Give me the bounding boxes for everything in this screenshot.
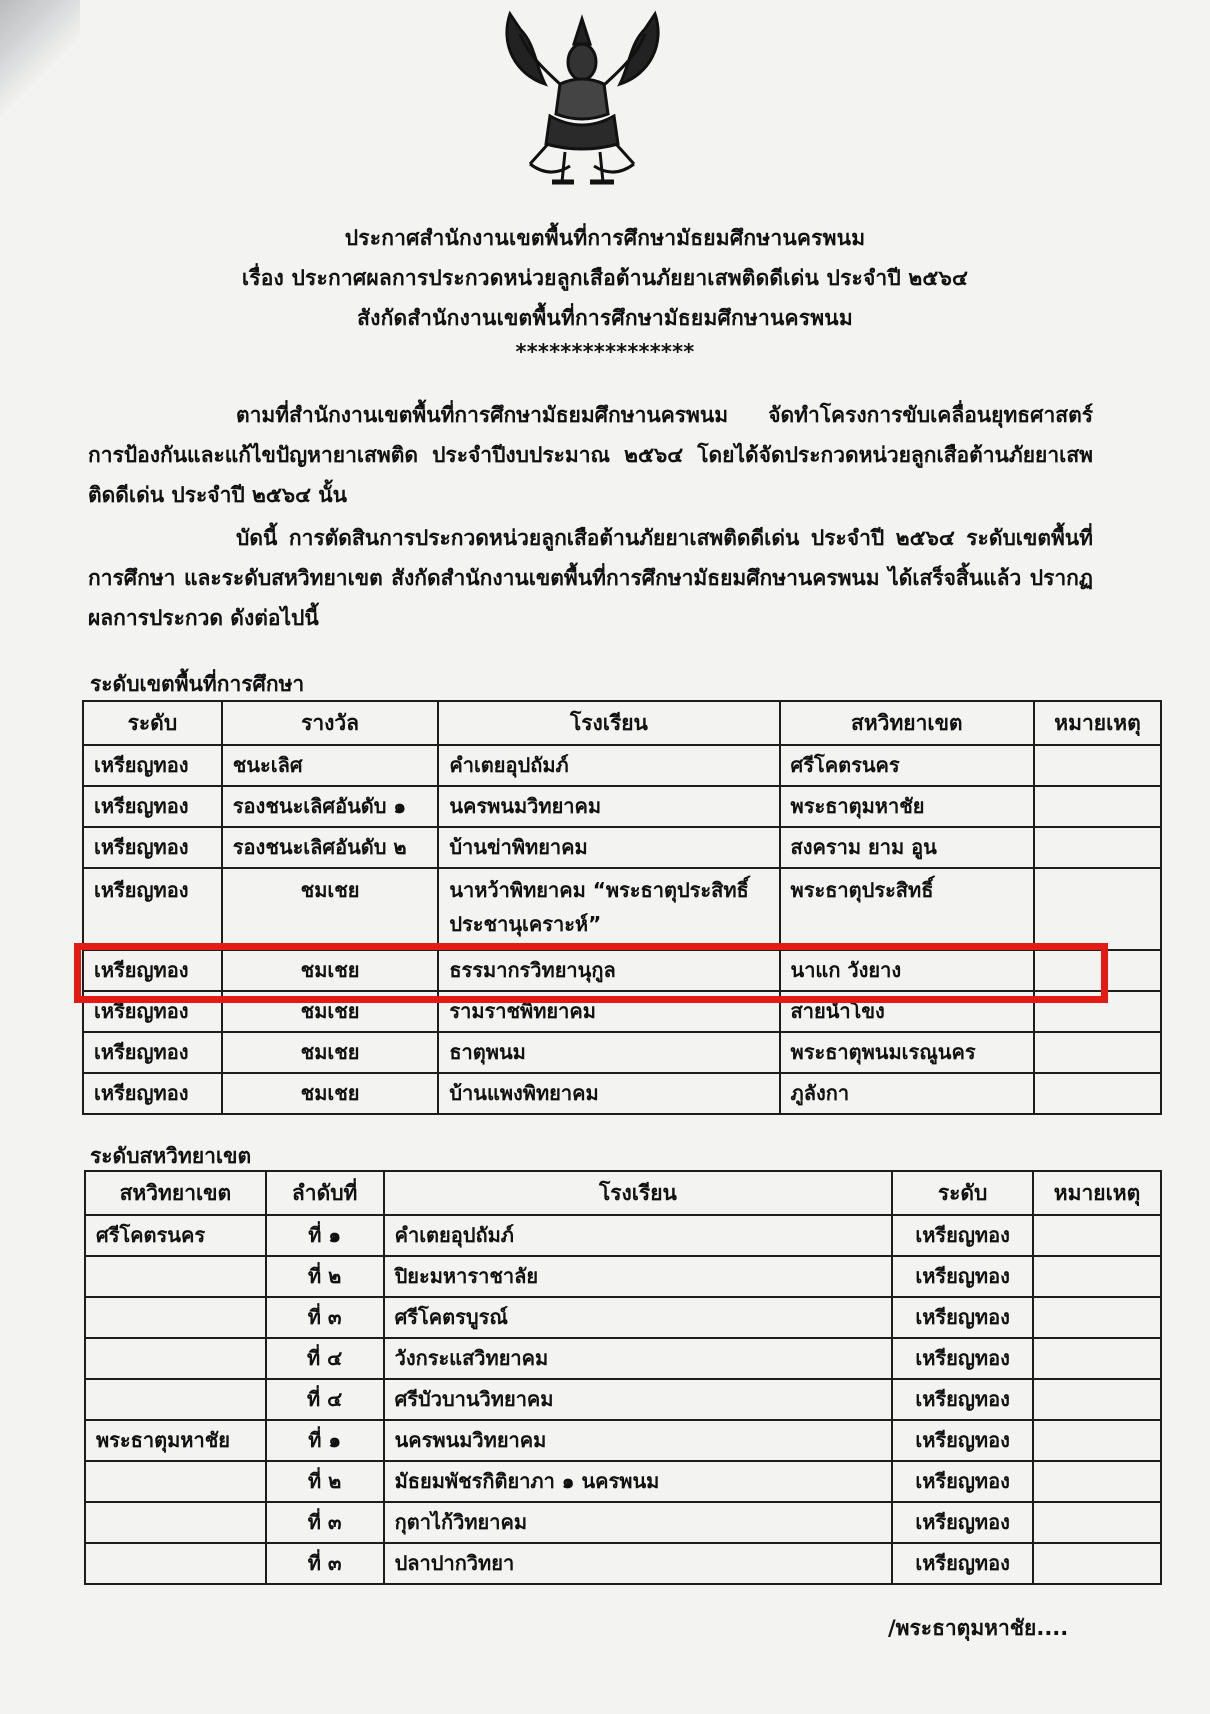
cell-award: รองชนะเลิศอันดับ ๑ — [222, 786, 439, 827]
table-row — [85, 1420, 1161, 1461]
header-rank: ลำดับที่ — [266, 1171, 384, 1215]
section-title-district: ระดับเขตพื้นที่การศึกษา — [90, 672, 305, 696]
cell-school: ธรรมากรวิทยานุกูล — [438, 950, 779, 991]
table-row — [83, 827, 1161, 868]
cell-rank: ที่ ๓ — [266, 1543, 384, 1584]
cell-level: เหรียญทอง — [892, 1338, 1033, 1379]
cell-level: เหรียญทอง — [83, 827, 222, 868]
cell-rank: ที่ ๑ — [266, 1420, 384, 1461]
cell-district: พระธาตุประสิทธิ์ — [780, 868, 1035, 950]
cell-cluster — [85, 1338, 266, 1379]
cell-cluster — [85, 1502, 266, 1543]
cell-level: เหรียญทอง — [83, 868, 222, 950]
table-row — [83, 1073, 1161, 1114]
cell-school: ธาตุพนม — [438, 1032, 779, 1073]
cell-district: สงคราม ยาม อูน — [780, 827, 1035, 868]
table-header-row — [85, 1171, 1161, 1215]
cell-level: เหรียญทอง — [892, 1420, 1033, 1461]
cell-note — [1033, 1256, 1161, 1297]
cell-rank: ที่ ๓ — [266, 1502, 384, 1543]
page-corner-shadow — [0, 0, 80, 120]
header-award: รางวัล — [222, 701, 439, 745]
cell-school: คำเตยอุปถัมภ์ — [438, 745, 779, 786]
announcement-subject: เรื่อง ประกาศผลการประกวดหน่วยลูกเสือต้านภัยยาเสพติดดีเด่น ประจำปี ๒๕๖๔ — [241, 266, 969, 290]
cell-level: เหรียญทอง — [83, 1032, 222, 1073]
cell-school: ปิยะมหาราชาลัย — [384, 1256, 893, 1297]
cell-note — [1033, 1338, 1161, 1379]
cell-note — [1034, 745, 1161, 786]
header-level: ระดับ — [83, 701, 222, 745]
cell-school: นครพนมวิทยาคม — [384, 1420, 893, 1461]
cell-level: เหรียญทอง — [892, 1379, 1033, 1420]
table-row — [83, 1032, 1161, 1073]
cell-level: เหรียญทอง — [83, 786, 222, 827]
cell-note — [1033, 1420, 1161, 1461]
header-note: หมายเหตุ — [1034, 701, 1161, 745]
cell-school: บ้านข่าพิทยาคม — [438, 827, 779, 868]
header-school: โรงเรียน — [384, 1171, 893, 1215]
cell-school: ศรีโคตรบูรณ์ — [384, 1297, 893, 1338]
header-level: ระดับ — [892, 1171, 1033, 1215]
separator-stars: **************** — [515, 340, 695, 364]
continued-note: /พระธาตุมหาชัย.... — [888, 1616, 1069, 1640]
cell-level: เหรียญทอง — [892, 1461, 1033, 1502]
table-row — [85, 1379, 1161, 1420]
section-title-cluster: ระดับสหวิทยาเขต — [90, 1144, 252, 1168]
cell-cluster — [85, 1297, 266, 1338]
header-note: หมายเหตุ — [1033, 1171, 1161, 1215]
cell-school: วังกระแสวิทยาคม — [384, 1338, 893, 1379]
cell-rank: ที่ ๔ — [266, 1379, 384, 1420]
cell-award: ชมเชย — [222, 950, 439, 991]
table-row — [85, 1297, 1161, 1338]
table-row — [83, 745, 1161, 786]
table-row — [85, 1256, 1161, 1297]
table-row — [85, 1502, 1161, 1543]
cell-award: ชมเชย — [222, 1073, 439, 1114]
cell-school: กุตาไก้วิทยาคม — [384, 1502, 893, 1543]
cell-note — [1034, 786, 1161, 827]
cell-cluster — [85, 1256, 266, 1297]
table-row — [85, 1338, 1161, 1379]
announcement-affiliation: สังกัดสำนักงานเขตพื้นที่การศึกษามัธยมศึกษานครพนม — [357, 306, 853, 330]
cell-level: เหรียญทอง — [892, 1502, 1033, 1543]
cell-note — [1034, 827, 1161, 868]
cell-note — [1033, 1502, 1161, 1543]
cell-rank: ที่ ๑ — [266, 1215, 384, 1256]
cell-note — [1034, 1032, 1161, 1073]
cell-level: เหรียญทอง — [892, 1543, 1033, 1584]
garuda-emblem-icon — [490, 4, 675, 194]
cell-district: ศรีโคตรนคร — [780, 745, 1035, 786]
cell-note — [1033, 1461, 1161, 1502]
table-row — [85, 1543, 1161, 1584]
cell-school: บ้านแพงพิทยาคม — [438, 1073, 779, 1114]
cell-school: นครพนมวิทยาคม — [438, 786, 779, 827]
cell-school: ปลาปากวิทยา — [384, 1543, 893, 1584]
body-paragraph-2: บัดนี้ การตัดสินการประกวดหน่วยลูกเสือต้านภัยยาเสพติดดีเด่น ประจำปี ๒๕๖๔ ระดับเขตพื้นที่การศึกษา และระดับสหวิทยาเขต สังกัดสำนักงานเขตพื้นที่การศึกษามัธยมศึกษานครพนม ได้เสร็จสิ้นแล้ว ปรากฏผลการประกวด ดังต่อไปนี้ — [88, 526, 1093, 630]
cell-award: ชมเชย — [222, 868, 439, 950]
cell-rank: ที่ ๔ — [266, 1338, 384, 1379]
header-cluster: สหวิทยาเขต — [85, 1171, 266, 1215]
cell-cluster: ศรีโคตรนคร — [85, 1215, 266, 1256]
cell-level: เหรียญทอง — [892, 1256, 1033, 1297]
cell-award: รองชนะเลิศอันดับ ๒ — [222, 827, 439, 868]
cell-cluster — [85, 1461, 266, 1502]
cell-school: ศรีบัวบานวิทยาคม — [384, 1379, 893, 1420]
cell-level: เหรียญทอง — [892, 1297, 1033, 1338]
cell-school: คำเตยอุปถัมภ์ — [384, 1215, 893, 1256]
header-district: สหวิทยาเขต — [780, 701, 1035, 745]
cell-note — [1033, 1297, 1161, 1338]
cell-rank: ที่ ๒ — [266, 1461, 384, 1502]
cell-district: นาแก วังยาง — [780, 950, 1035, 991]
table-row — [85, 1215, 1161, 1256]
cluster-results-table — [84, 1170, 1162, 1585]
table-row — [83, 786, 1161, 827]
cell-district: พระธาตุมหาชัย — [780, 786, 1035, 827]
cell-cluster — [85, 1379, 266, 1420]
table-row — [83, 868, 1161, 950]
header-school: โรงเรียน — [438, 701, 779, 745]
cell-cluster: พระธาตุมหาชัย — [85, 1420, 266, 1461]
cell-cluster — [85, 1543, 266, 1584]
highlight-box — [74, 943, 1108, 1003]
cell-rank: ที่ ๒ — [266, 1256, 384, 1297]
cell-award: ชมเชย — [222, 991, 439, 1032]
cell-district: ภูลังกา — [780, 1073, 1035, 1114]
cell-level: เหรียญทอง — [83, 991, 222, 1032]
district-results-table — [82, 700, 1162, 1115]
cell-level: เหรียญทอง — [83, 950, 222, 991]
cell-level: เหรียญทอง — [892, 1215, 1033, 1256]
announcement-title: ประกาศสำนักงานเขตพื้นที่การศึกษามัธยมศึกษานครพนม — [344, 226, 866, 250]
cell-note — [1033, 1543, 1161, 1584]
body-paragraph-1: ตามที่สำนักงานเขตพื้นที่การศึกษามัธยมศึกษานครพนม จัดทำโครงการขับเคลื่อนยุทธศาสตร์การป้องกันและแก้ไขปัญหายาเสพติด ประจำปีงบประมาณ ๒๕๖๔ โดยได้จัดประกวดหน่วยลูกเสือต้านภัยยาเสพติดดีเด่น ประจำปี ๒๕๖๔ นั้น — [88, 403, 1093, 507]
cell-award: ชมเชย — [222, 1032, 439, 1073]
cell-award: ชนะเลิศ — [222, 745, 439, 786]
cell-note — [1034, 1073, 1161, 1114]
table-row — [85, 1461, 1161, 1502]
cell-district: สายน้ำโขง — [780, 991, 1035, 1032]
cell-school: นาหว้าพิทยาคม “พระธาตุประสิทธิ์ประชานุเคราะห์” — [438, 868, 779, 950]
cell-note — [1033, 1215, 1161, 1256]
cell-level: เหรียญทอง — [83, 745, 222, 786]
cell-rank: ที่ ๓ — [266, 1297, 384, 1338]
cell-level: เหรียญทอง — [83, 1073, 222, 1114]
cell-district: พระธาตุพนมเรณูนคร — [780, 1032, 1035, 1073]
table-header-row — [83, 701, 1161, 745]
cell-note — [1034, 868, 1161, 950]
cell-school: รามราชพิทยาคม — [438, 991, 779, 1032]
cell-note — [1033, 1379, 1161, 1420]
cell-school: มัธยมพัชรกิติยาภา ๑ นครพนม — [384, 1461, 893, 1502]
